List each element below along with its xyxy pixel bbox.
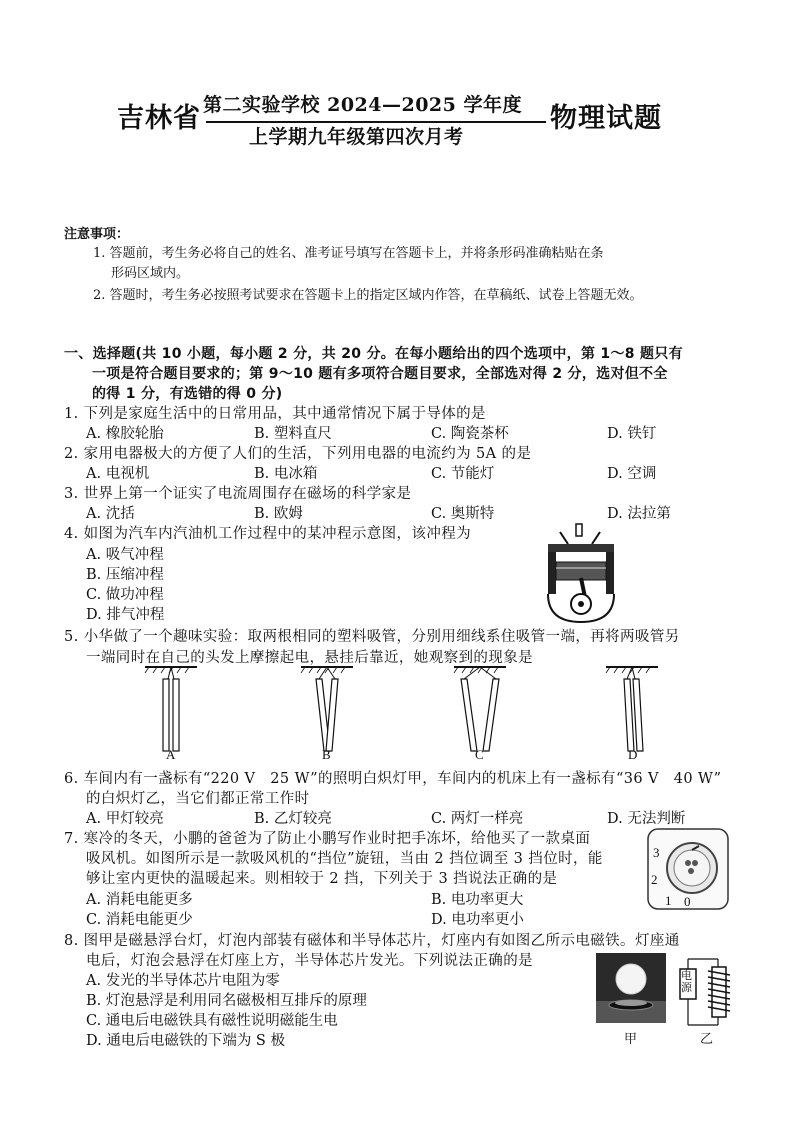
engine-stroke-diagram (540, 522, 630, 622)
q7-option-d: D. 电功率更小 (431, 912, 524, 928)
q3-stem: 3. 世界上第一个证实了电流周围存在磁场的科学家是 (64, 486, 412, 502)
q8-option-c: C. 通电后电磁铁具有磁性说明磁能生电 (86, 1013, 338, 1029)
levitating-lamp-photo (596, 953, 666, 1023)
q7-line2: 吸风机。如图所示是一款吸风机的“挡位”旋钮，当由 2 挡位调至 3 挡位时，能 (86, 851, 603, 867)
section1-line2: 一项是符合题目要求的；第 9～10 题有多项符合题目要求，全部选对得 2 分，选对但不全 (92, 366, 668, 382)
q3-option-d: D. 法拉第 (607, 506, 671, 522)
q4-option-c: C. 做功冲程 (86, 587, 164, 603)
q4-option-d: D. 排气冲程 (86, 607, 165, 623)
q3-option-b: B. 欧姆 (254, 506, 303, 522)
q7-option-a: A. 消耗电能更多 (86, 892, 193, 908)
q7-option-b: B. 电功率更大 (431, 892, 524, 908)
q8-option-d: D. 通电后电磁铁的下端为 S 极 (86, 1033, 285, 1049)
q5-label-b: B (322, 747, 331, 762)
q5-label-d: D (628, 747, 638, 762)
q4-stem: 4. 如图为汽车内汽油机工作过程中的某冲程示意图，该冲程为 (64, 526, 472, 542)
q2-option-b: B. 电冰箱 (254, 466, 318, 482)
q7-line1: 7. 寒冷的冬天，小鹏的爸爸为了防止小鹏写作业时把手冻坏，给他买了一款桌面 (64, 831, 591, 847)
title-top: 第二实验学校 2024—2025 学年度 (203, 94, 522, 116)
title-right: 物理试题 (550, 103, 662, 134)
q7-option-c: C. 消耗电能更少 (86, 912, 193, 928)
q4-option-a: A. 吸气冲程 (86, 547, 164, 563)
q5-figure-c (450, 665, 510, 755)
dial-label-0: 0 (684, 894, 691, 909)
notes-heading: 注意事项： (64, 227, 130, 242)
q6-line2: 的白炽灯乙，当它们都正常工作时 (86, 791, 310, 807)
q6-option-c: C. 两灯一样亮 (431, 811, 524, 827)
q6-option-b: B. 乙灯较亮 (254, 811, 332, 827)
q5-figure-d (602, 665, 662, 755)
q2-option-c: C. 节能灯 (431, 466, 495, 482)
title-left: 吉林省 (117, 103, 201, 134)
q5-line2: 一端同时在自己的头发上摩擦起电，悬挂后靠近，她观察到的现象是 (86, 650, 533, 666)
note-1-line2: 形码区域内。 (111, 266, 190, 281)
q8-option-a: A. 发光的半导体芯片电阻为零 (86, 973, 280, 989)
note-2: 2. 答题时，考生务必按照考试要求在答题卡上的指定区域内作答，在草稿纸、试卷上答题无效。 (93, 288, 643, 303)
dial-label-3: 3 (653, 845, 660, 860)
q1-option-d: D. 铁钉 (607, 426, 657, 442)
q3-option-c: C. 奥斯特 (431, 506, 495, 522)
power-source-label: 电源 (681, 969, 692, 994)
section1-line3: 的得 1 分，有选错的得 0 分) (92, 386, 283, 402)
q3-option-a: A. 沈括 (86, 506, 135, 522)
q1-option-a: A. 橡胶轮胎 (86, 426, 164, 442)
q8-option-b: B. 灯泡悬浮是利用同名磁极相互排斥的原理 (86, 993, 367, 1009)
q5-label-a: A (166, 747, 176, 762)
q6-option-a: A. 甲灯较亮 (86, 811, 164, 827)
dial-label-2: 2 (651, 872, 658, 887)
q1-stem: 1. 下列是家庭生活中的日常用品，其中通常情况下属于导体的是 (64, 406, 486, 422)
q5-figure-a (141, 665, 201, 755)
q8-line2: 电后，灯泡会悬浮在灯座上方，半导体芯片发光。下列说法正确的是 (86, 953, 533, 969)
q2-option-a: A. 电视机 (86, 466, 150, 482)
section1-line1: 一、选择题(共 10 小题，每小题 2 分，共 20 分。在每小题给出的四个选项中，第 1～8 题只有 (64, 346, 683, 362)
q6-line1: 6. 车间内有一盏标有“220 V 25 W”的照明白炽灯甲，车间内的机床上有一盏标有“36 V 40 W” (64, 771, 722, 787)
fig-label-jia: 甲 (624, 1031, 638, 1046)
q5-label-c: C (475, 747, 484, 762)
q1-option-b: B. 塑料直尺 (254, 426, 332, 442)
title-bottom: 上学期九年级第四次月考 (249, 126, 464, 148)
q2-stem: 2. 家用电器极大的方便了人们的生活，下列用电器的电流约为 5A 的是 (64, 446, 532, 462)
q5-line1: 5. 小华做了一个趣味实验：取两根相同的塑料吸管，分别用细线系住吸管一端，再将两吸管另 (64, 629, 680, 645)
note-1-line1: 1. 答题前，考生务必将自己的姓名、准考证号填写在答题卡上，并将条形码准确粘贴在条 (93, 246, 604, 261)
q4-option-b: B. 压缩冲程 (86, 567, 164, 583)
fig-label-yi: 乙 (700, 1031, 714, 1046)
q1-option-c: C. 陶瓷茶杯 (431, 426, 509, 442)
q7-line3: 够让室内更快的温暖起来。则相较于 2 挡，下列关于 3 挡说法正确的是 (86, 871, 558, 887)
q8-line1: 8. 图甲是磁悬浮台灯，灯泡内部装有磁体和半导体芯片，灯座内有如图乙所示电磁铁。灯座通 (64, 933, 680, 949)
q5-figure-b (297, 665, 357, 755)
dial-label-1: 1 (665, 893, 672, 908)
q6-option-d: D. 无法判断 (607, 811, 686, 827)
q2-option-d: D. 空调 (607, 466, 657, 482)
